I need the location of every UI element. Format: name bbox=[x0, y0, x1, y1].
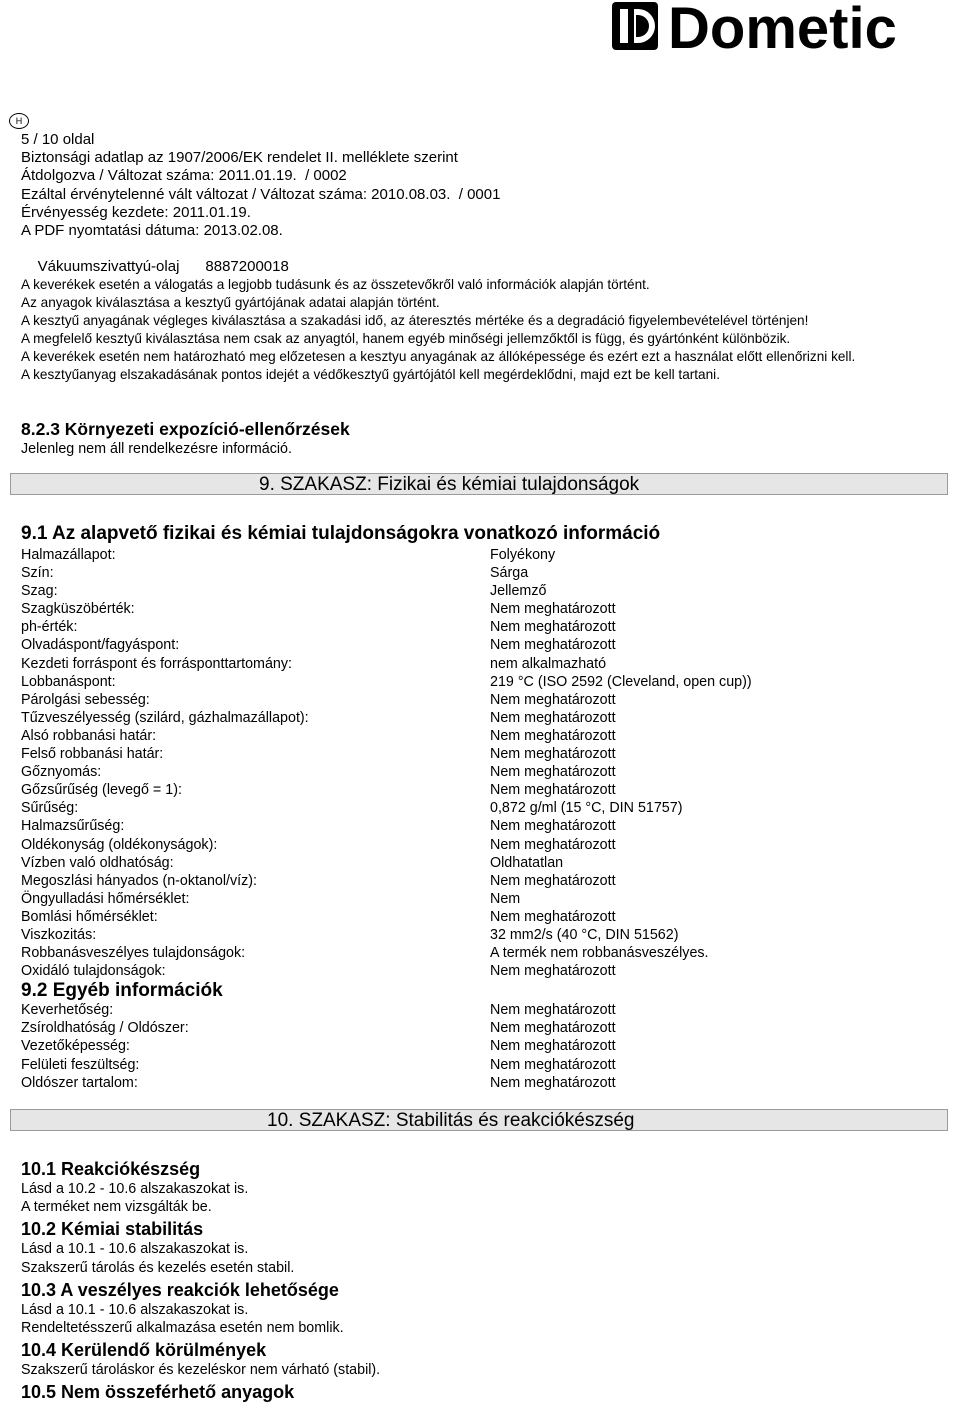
property-value: Nem meghatározott bbox=[490, 1038, 616, 1055]
section-10-title: 10. SZAKASZ: Stabilitás és reakciókészség bbox=[267, 1110, 635, 1131]
product-code: 8887200018 bbox=[205, 258, 289, 276]
paragraph: A keverékek esetén nem határozható meg előzetesen a kesztyu anyagának az állóképessége és ezért ezt a használat előtt ellenőrizni kell. bbox=[21, 349, 856, 365]
property-row bbox=[21, 1037, 921, 1055]
property-label: Gőznyomás: bbox=[21, 764, 102, 781]
property-label: Oxidáló tulajdonságok: bbox=[21, 963, 166, 980]
property-row bbox=[21, 655, 921, 673]
subsection-text: Rendeltetésszerű alkalmazása esetén nem bomlik. bbox=[21, 1320, 344, 1337]
property-label: Vezetőképesség: bbox=[21, 1038, 130, 1055]
valid-from-line: Érvényesség kezdete: 2011.01.19. bbox=[21, 203, 251, 221]
property-value: Nem meghatározott bbox=[490, 1020, 616, 1037]
subsection-heading: 10.1 Reakciókészség bbox=[21, 1159, 201, 1179]
subsection bbox=[21, 1218, 380, 1276]
brand-name: Dometic bbox=[668, 0, 897, 58]
paragraph: A kesztyűanyag elszakadásának pontos idejét a védőkesztyű gyártójától kell megérdeklődni, majd ezt be kell tartani. bbox=[21, 367, 720, 383]
property-value: Nem meghatározott bbox=[490, 963, 616, 980]
property-value: Nem bbox=[490, 890, 521, 907]
property-value: Nem meghatározott bbox=[490, 1056, 616, 1073]
paragraph: A keverékek esetén a válogatás a legjobb tudásunk és az összetevőkről való információk alapján történt. bbox=[21, 277, 650, 292]
property-value: Nem meghatározott bbox=[490, 709, 616, 726]
product-name: Vákuumszivattyú-olaj bbox=[37, 258, 180, 276]
property-value: Nem meghatározott bbox=[490, 836, 616, 853]
page-number: 5 / 10 oldal bbox=[21, 131, 95, 148]
property-label: Öngyulladási hőmérséklet: bbox=[21, 890, 190, 907]
section-8-2-3 bbox=[21, 419, 350, 458]
property-label: Viszkozitás: bbox=[21, 926, 97, 943]
paragraph: Az anyagok kiválasztása a kesztyű gyártójának adatai alapján történt. bbox=[21, 295, 440, 311]
property-label: Halmazállapot: bbox=[21, 547, 116, 563]
property-label: Oldékonyság (oldékonyságok): bbox=[21, 836, 218, 853]
property-label: Tűzveszélyesség (szilárd, gázhalmazállapot): bbox=[21, 709, 309, 726]
property-row bbox=[21, 872, 921, 890]
subsection-heading: 10.2 Kémiai stabilitás bbox=[21, 1219, 204, 1240]
property-row bbox=[21, 727, 921, 745]
property-row bbox=[21, 1019, 921, 1037]
property-row bbox=[21, 799, 921, 817]
dometic-emblem-icon bbox=[612, 2, 658, 50]
property-value: 32 mm2/s (40 °C, DIN 51562) bbox=[490, 926, 679, 943]
property-value: Folyékony bbox=[490, 547, 556, 563]
properties-list bbox=[21, 546, 921, 1092]
revision-line: Átdolgozva / Változat száma: 2011.01.19. / 0002 bbox=[21, 167, 347, 185]
property-label: Sűrűség: bbox=[21, 800, 79, 817]
language-badge: H bbox=[9, 113, 29, 129]
property-label: Felső robbanási határ: bbox=[21, 746, 164, 763]
property-label: Lobbanáspont: bbox=[21, 673, 116, 690]
property-row bbox=[21, 944, 921, 962]
property-row bbox=[21, 854, 921, 872]
section-heading: 8.2.3 Környezeti expozíció-ellenőrzések bbox=[21, 419, 350, 439]
property-label: Alsó robbanási határ: bbox=[21, 727, 157, 744]
property-row bbox=[21, 546, 921, 564]
property-row bbox=[21, 1074, 921, 1092]
property-row bbox=[21, 926, 921, 944]
property-row bbox=[21, 1056, 921, 1074]
property-label: Párolgási sebesség: bbox=[21, 691, 150, 708]
subsection bbox=[21, 1339, 380, 1379]
subsection-heading: 10.4 Kerülendő körülmények bbox=[21, 1340, 267, 1361]
property-row bbox=[21, 962, 921, 980]
property-value: Nem meghatározott bbox=[490, 764, 616, 781]
property-row bbox=[21, 618, 921, 636]
property-value: Nem meghatározott bbox=[490, 818, 616, 835]
subsection-text: Szakszerű tároláskor és kezeléskor nem várható (stabil). bbox=[21, 1362, 381, 1379]
property-label: Bomlási hőmérséklet: bbox=[21, 908, 158, 925]
property-label: ph-érték: bbox=[21, 619, 78, 636]
glove-selection-text bbox=[21, 276, 921, 385]
property-row bbox=[21, 564, 921, 582]
pdf-date-line: A PDF nyomtatási dátuma: 2013.02.08. bbox=[21, 222, 283, 240]
property-value: Nem meghatározott bbox=[490, 872, 616, 889]
dometic-logo bbox=[612, 0, 960, 58]
paragraph: A megfelelő kesztyű kiválasztása nem csak az anyagtól, hanem egyéb minőségi jellemzőktől is függ, és gyártónként különbözik. bbox=[21, 331, 791, 347]
property-label: Zsíroldhatóság / Oldószer: bbox=[21, 1020, 189, 1037]
property-label: Halmazsűrűség: bbox=[21, 818, 125, 835]
subsection-text: Lásd a 10.2 - 10.6 alszakaszokat is. bbox=[21, 1181, 249, 1197]
regulation-line: Biztonsági adatlap az 1907/2006/EK rendelet II. melléklete szerint bbox=[21, 149, 458, 167]
property-row bbox=[21, 763, 921, 781]
property-label: Szín: bbox=[21, 565, 54, 582]
property-value: nem alkalmazható bbox=[490, 655, 607, 672]
property-value: Nem meghatározott bbox=[490, 601, 616, 618]
property-value: Oldhatatlan bbox=[490, 854, 564, 871]
property-row bbox=[21, 582, 921, 600]
property-value: Nem meghatározott bbox=[490, 1002, 616, 1019]
property-value: Nem meghatározott bbox=[490, 637, 616, 654]
property-label: Felületi feszültség: bbox=[21, 1056, 140, 1073]
property-value: Nem meghatározott bbox=[490, 746, 616, 763]
property-label: Szagküszöbérték: bbox=[21, 601, 135, 618]
property-label: Vízben való oldhatóság: bbox=[21, 854, 174, 871]
subsection-text: Lásd a 10.1 - 10.6 alszakaszokat is. bbox=[21, 1301, 249, 1318]
property-row bbox=[21, 908, 921, 926]
property-value: Nem meghatározott bbox=[490, 619, 616, 636]
property-row bbox=[21, 836, 921, 854]
property-row bbox=[21, 745, 921, 763]
subsection-heading: 10.5 Nem összeférhető anyagok bbox=[21, 1382, 295, 1403]
property-label: Robbanásveszélyes tulajdonságok: bbox=[21, 945, 246, 962]
property-label: Oldószer tartalom: bbox=[21, 1074, 138, 1091]
property-label: Gőzsűrűség (levegő = 1): bbox=[21, 782, 182, 799]
property-value: 0,872 g/ml (15 °C, DIN 51757) bbox=[490, 800, 683, 817]
section-9-bar bbox=[10, 473, 948, 495]
section-10-content bbox=[21, 1158, 380, 1405]
subsection-text: Lásd a 10.1 - 10.6 alszakaszokat is. bbox=[21, 1241, 249, 1258]
section-9-1-title: 9.1 Az alapvető fizikai és kémiai tulajdonságokra vonatkozó információ bbox=[21, 523, 661, 544]
property-value: Nem meghatározott bbox=[490, 908, 616, 925]
property-row bbox=[21, 817, 921, 835]
subsection bbox=[21, 1279, 380, 1337]
property-row bbox=[21, 673, 921, 691]
property-label: Kezdeti forráspont és forrásponttartomány: bbox=[21, 655, 292, 672]
property-row bbox=[21, 691, 921, 709]
paragraph: A kesztyű anyagának végleges kiválasztása a szakadási idő, az áteresztés mértéke és a degradáció figyelembevételével történjen! bbox=[21, 313, 809, 329]
property-label: Szag: bbox=[21, 583, 58, 600]
subsection bbox=[21, 1158, 380, 1216]
property-value: Nem meghatározott bbox=[490, 727, 616, 744]
property-row bbox=[21, 1001, 921, 1019]
property-value: Nem meghatározott bbox=[490, 782, 616, 799]
property-label: Olvadáspont/fagyáspont: bbox=[21, 637, 180, 654]
section-text: Jelenleg nem áll rendelkezésre információ. bbox=[21, 441, 292, 457]
superseded-line: Ezáltal érvénytelenné vált változat / Változat száma: 2010.08.03. / 0001 bbox=[21, 185, 501, 203]
property-value: 219 °C (ISO 2592 (Cleveland, open cup)) bbox=[490, 673, 752, 690]
subsection-text: A terméket nem vizsgálták be. bbox=[21, 1199, 212, 1216]
property-row bbox=[21, 600, 921, 618]
property-value: Nem meghatározott bbox=[490, 691, 616, 708]
section-9-title: 9. SZAKASZ: Fizikai és kémiai tulajdonságok bbox=[259, 474, 640, 495]
property-label: Keverhetőség: bbox=[21, 1002, 114, 1019]
property-label: Megoszlási hányados (n-oktanol/víz): bbox=[21, 872, 258, 889]
property-row bbox=[21, 890, 921, 908]
property-row bbox=[21, 636, 921, 654]
subsection bbox=[21, 1381, 380, 1403]
property-value: A termék nem robbanásveszélyes. bbox=[490, 945, 709, 962]
property-value: Nem meghatározott bbox=[490, 1074, 616, 1091]
property-value: Sárga bbox=[490, 565, 529, 582]
property-row bbox=[21, 781, 921, 799]
property-value: Jellemző bbox=[490, 583, 547, 600]
subsection-text: Szakszerű tárolás és kezelés esetén stabil. bbox=[21, 1259, 295, 1276]
property-row bbox=[21, 709, 921, 727]
section-10-bar bbox=[10, 1109, 948, 1131]
subsection-heading: 10.3 A veszélyes reakciók lehetősége bbox=[21, 1279, 339, 1300]
document-header bbox=[21, 131, 500, 295]
section-9-2-title: 9.2 Egyéb információk bbox=[21, 980, 223, 1002]
